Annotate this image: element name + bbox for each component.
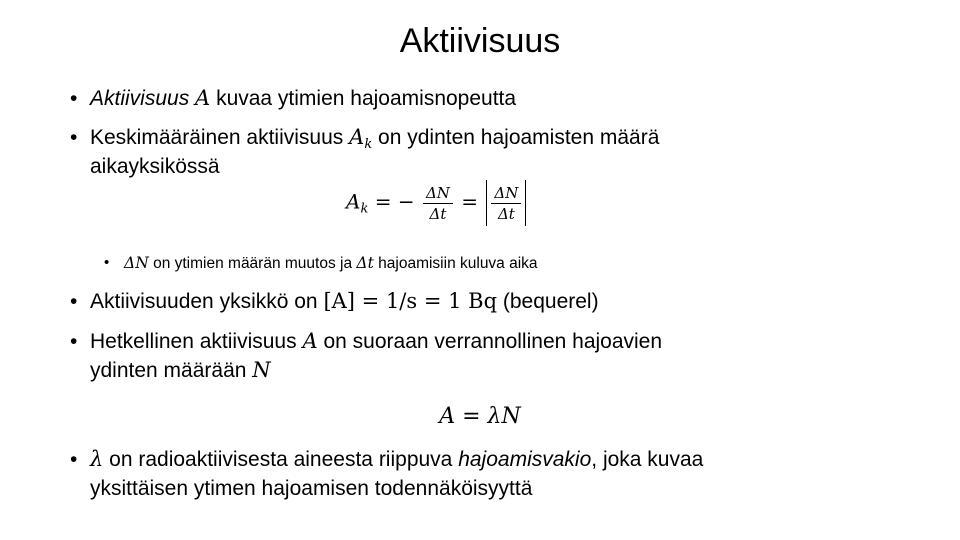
- bullet-decay-constant: λ on radioaktiivisesta aineesta riippuva hajoamisvakio, joka kuvaa: [90, 447, 704, 471]
- bullet-text: kuvaa ytimien hajoamisnopeutta: [216, 87, 517, 110]
- bullet-marker: •: [70, 290, 78, 313]
- bullet-decay-constant-line2: yksittäisen ytimen hajoamisen todennäköisyyttä: [90, 477, 533, 500]
- bullet-marker: •: [70, 126, 78, 149]
- fraction-abs: $\frac{\Delta N}{\Delta t}$: [491, 183, 521, 224]
- unit-formula: [A] = 1/s = 1 Bq: [323, 289, 498, 313]
- term-hajoamisvakio: hajoamisvakio: [458, 448, 592, 471]
- bullet-average-activity-line2: aikayksikössä: [90, 155, 220, 178]
- bullet-activity-definition: [90, 85, 516, 112]
- sub-bullet-marker: •: [104, 254, 110, 271]
- bullet-instant-activity: Hetkellinen aktiivisuus A on suoraan verrannollinen hajoavien: [90, 329, 663, 353]
- abs-bar-left: [486, 180, 487, 226]
- bullet-marker: •: [70, 448, 78, 471]
- equation-instant-activity: A = λN: [439, 404, 521, 429]
- term-aktiivisuus: Aktiivisuus: [90, 87, 190, 110]
- bullet-activity-unit: Aktiivisuuden yksikkö on [A] = 1/s = 1 Bq (bequerel): [90, 289, 599, 313]
- fraction-delta-n-delta-t: $\frac{\Delta N}{\Delta t}$: [423, 183, 453, 224]
- symbol-ak: $A_k$: [349, 125, 373, 152]
- sub-bullet-delta-definition: ΔN on ytimien määrän muutos ja Δt hajoamisiin kuluva aika: [124, 254, 538, 272]
- symbol-a: A: [195, 86, 211, 110]
- bullet-text: on ydinten hajoamisten määrä: [378, 126, 660, 149]
- bullet-marker: •: [70, 87, 78, 110]
- bullet-marker: •: [70, 330, 78, 353]
- bullet-instant-activity-line2: ydinten määrään N: [90, 358, 271, 382]
- equation-average-activity: $A_k$ = − $\frac{\Delta N}{\Delta t}$ = $\frac{\Delta N}{\Delta t}$: [346, 180, 528, 226]
- bullet-text: Keskimääräinen aktiivisuus: [90, 126, 344, 149]
- slide-title: Aktiivisuus: [399, 22, 561, 60]
- abs-bar-right: [525, 180, 526, 226]
